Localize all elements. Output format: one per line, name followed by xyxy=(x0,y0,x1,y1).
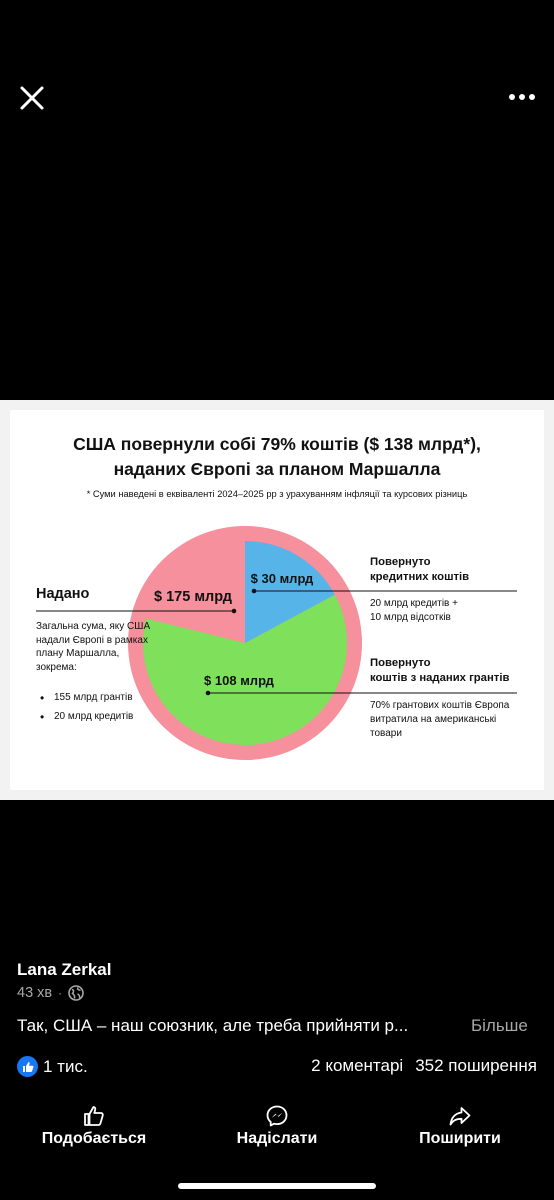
infographic-footnote: * Суми наведені в еквіваленті 2024–2025 рр з урахуванням інфляції та курсових різниць xyxy=(86,489,468,499)
leader-dot-total xyxy=(232,609,237,614)
given-list xyxy=(40,692,133,730)
close-button[interactable] xyxy=(14,80,50,116)
label-credit: $ 30 млрд xyxy=(250,571,314,586)
credit-heading: Повернуто кредитних коштів xyxy=(370,556,470,583)
grants-heading: Повернуто коштів з наданих грантів xyxy=(370,657,510,684)
send-label: Надіслати xyxy=(236,1130,318,1147)
send-button[interactable] xyxy=(202,1104,352,1148)
like-label: Подобається xyxy=(41,1130,147,1147)
comments-count[interactable]: 2 коментарі xyxy=(311,1056,404,1075)
reactions-count: 1 тис. xyxy=(43,1056,88,1076)
engagement-counts xyxy=(311,1056,537,1076)
list-item: • 155 млрд грантів xyxy=(40,692,133,711)
share-icon xyxy=(448,1104,472,1128)
share-label: Поширити xyxy=(419,1130,501,1147)
credit-detail: 20 млрд кредитів + 10 млрд відсотків xyxy=(370,598,458,623)
post-text: Так, США – наш союзник, але треба прийняти р... xyxy=(17,1016,409,1035)
given-heading: Надано xyxy=(36,586,90,602)
title-line-2: наданих Європі за планом Маршалла xyxy=(113,459,441,479)
home-indicator xyxy=(178,1183,376,1189)
globe-icon xyxy=(68,985,84,1001)
grants-detail: 70% грантових коштів Європа витратила на американські товари xyxy=(370,700,510,739)
more-icon xyxy=(502,84,542,110)
reactions-summary[interactable] xyxy=(17,1056,88,1077)
post-meta xyxy=(17,985,84,1001)
more-options-button[interactable] xyxy=(502,84,542,110)
share-button[interactable] xyxy=(385,1104,535,1148)
like-reaction-icon xyxy=(17,1056,38,1077)
leader-dot-grants xyxy=(206,691,211,696)
list-item: • 20 млрд кредитів xyxy=(40,711,133,730)
label-total: $ 175 млрд xyxy=(154,589,232,605)
author-name[interactable]: Lana Zerkal xyxy=(17,960,112,979)
messenger-icon xyxy=(265,1104,289,1128)
leader-dot-credit xyxy=(252,589,257,594)
see-more-link[interactable]: Більше xyxy=(471,1016,528,1035)
post-time[interactable]: 43 хв xyxy=(17,985,53,1001)
title-line-1: США повернули собі 79% коштів ($ 138 млрд*), xyxy=(73,434,481,454)
like-button[interactable] xyxy=(19,1104,169,1148)
shares-count[interactable]: 352 поширення xyxy=(415,1056,537,1075)
close-icon xyxy=(14,80,50,116)
label-grants: $ 108 млрд xyxy=(204,673,274,688)
separator-dot: · xyxy=(58,986,63,1000)
given-description: Загальна сума, яку США надали Європі в рамках плану Маршалла, зокрема: xyxy=(36,621,151,673)
thumbs-up-icon xyxy=(82,1104,106,1128)
